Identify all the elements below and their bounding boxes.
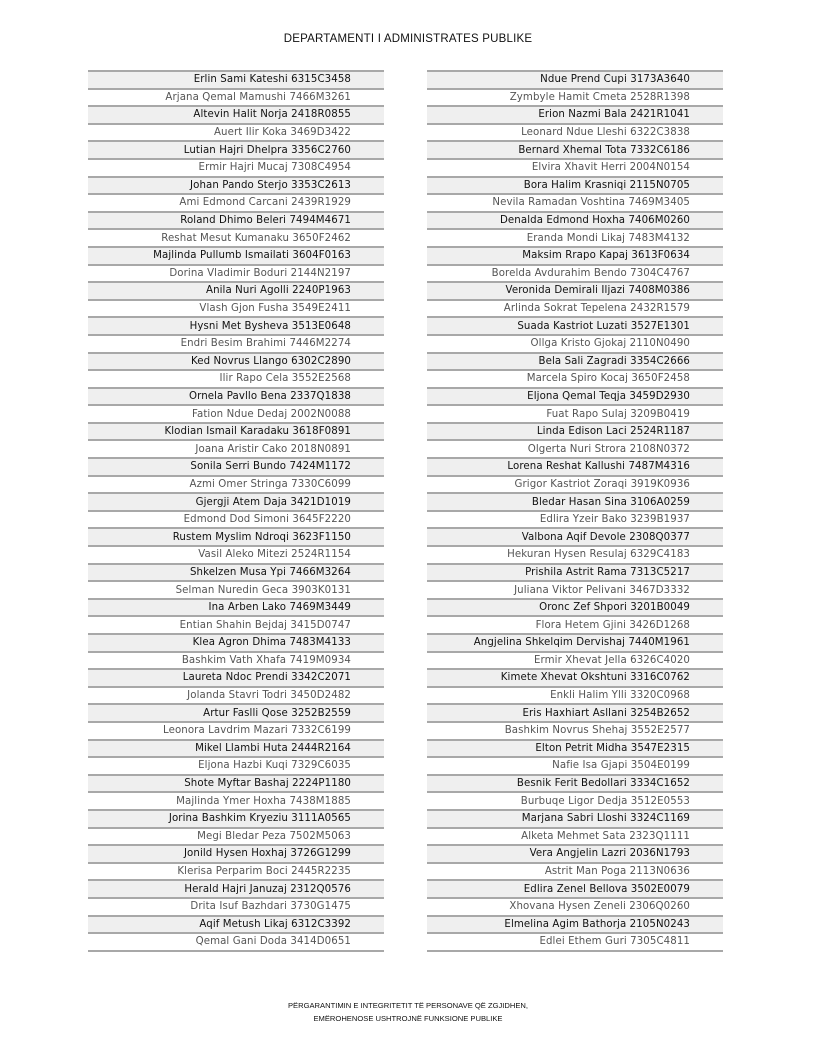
person-entry: Prishila Astrit Rama 7313C5217 [525, 566, 690, 578]
person-entry: Jorina Bashkim Kryeziu 3111A0565 [168, 813, 351, 825]
person-entry: Laureta Ndoc Prendi 3342C2071 [182, 672, 351, 684]
list-item [427, 176, 723, 194]
person-entry: Veronida Demirali Iljazi 7408M0386 [505, 285, 690, 297]
list-item [88, 563, 384, 581]
list-item [88, 879, 384, 897]
list-item [427, 897, 723, 915]
list-item [427, 527, 723, 545]
person-entry: Denalda Edmond Hoxha 7406M0260 [499, 215, 690, 227]
person-entry: Ermir Xhevat Jella 6326C4020 [533, 654, 690, 666]
person-entry: Borelda Avdurahim Bendo 7304C4767 [491, 267, 690, 279]
list-item [427, 457, 723, 475]
list-item [88, 668, 384, 686]
left-name-list [88, 70, 384, 952]
person-entry: Vera Angjelin Lazri 2036N1793 [529, 848, 690, 860]
person-entry: Astrit Man Poga 2113N0636 [544, 866, 690, 878]
list-item [88, 264, 384, 282]
list-item [427, 721, 723, 739]
person-entry: Arlinda Sokrat Tepelena 2432R1579 [503, 303, 690, 315]
list-item [88, 439, 384, 457]
list-item [427, 686, 723, 704]
list-item [88, 844, 384, 862]
list-item [88, 897, 384, 915]
list-item [88, 527, 384, 545]
list-item [88, 228, 384, 246]
person-entry: Klerisa Perparim Boci 2445R2235 [177, 866, 351, 878]
person-entry: Shkelzen Musa Ypi 7466M3264 [189, 566, 351, 578]
list-item [88, 862, 384, 880]
person-entry: Leonard Ndue Lleshi 6322C3838 [521, 127, 690, 139]
person-entry: Ermir Hajri Mucaj 7308C4954 [198, 162, 351, 174]
person-entry: Aqif Metush Likaj 6312C3392 [199, 918, 351, 930]
person-entry: Elton Petrit Midha 3547E2315 [535, 742, 690, 754]
list-item [427, 756, 723, 774]
person-entry: Zymbyle Hamit Cmeta 2528R1398 [509, 91, 690, 103]
person-entry: Eranda Mondi Likaj 7483M4132 [526, 232, 690, 244]
list-item [427, 140, 723, 158]
person-entry: Ami Edmond Carcani 2439R1929 [179, 197, 351, 209]
person-entry: Arjana Qemal Mamushi 7466M3261 [165, 91, 351, 103]
list-item [427, 545, 723, 563]
list-item [427, 475, 723, 493]
person-entry: Oronc Zef Shpori 3201B0049 [539, 602, 690, 614]
person-entry: Maksim Rrapo Kapaj 3613F0634 [522, 250, 690, 262]
list-item [427, 809, 723, 827]
person-entry: Nafie Isa Gjapi 3504E0199 [552, 760, 690, 772]
list-item [427, 791, 723, 809]
person-entry: Burbuqe Ligor Dedja 3512E0553 [520, 795, 690, 807]
person-entry: Ina Arben Lako 7469M3449 [208, 602, 351, 614]
person-entry: Lorena Reshat Kallushi 7487M4316 [507, 461, 690, 473]
person-entry: Vasil Aleko Mitezi 2524R1154 [198, 549, 351, 561]
list-item [427, 193, 723, 211]
person-entry: Eljona Qemal Teqja 3459D2930 [527, 390, 690, 402]
person-entry: Edlei Ethem Guri 7305C4811 [539, 936, 690, 948]
person-entry: Olgerta Nuri Strora 2108N0372 [527, 443, 690, 455]
person-entry: Eljona Hazbi Kuqi 7329C6035 [198, 760, 351, 772]
person-entry: Dorina Vladimir Boduri 2144N2197 [169, 267, 351, 279]
list-item [88, 70, 384, 88]
right-name-list [427, 70, 723, 952]
table-bottom-divider [88, 950, 384, 952]
list-item [88, 827, 384, 845]
list-item [88, 193, 384, 211]
person-entry: Marjana Sabri Lloshi 3324C1169 [521, 813, 690, 825]
list-item [427, 739, 723, 757]
footer-line-1: PËRGARANTIMIN E INTEGRITETIT TË PERSONAVE QË ZGJIDHEN, [287, 1001, 529, 1010]
list-item [427, 827, 723, 845]
list-item [427, 844, 723, 862]
list-item [88, 105, 384, 123]
list-item [88, 334, 384, 352]
person-entry: Jolanda Stavri Todri 3450D2482 [187, 690, 351, 702]
list-item [88, 422, 384, 440]
list-item [427, 316, 723, 334]
list-item [88, 580, 384, 598]
list-item [427, 158, 723, 176]
list-item [427, 264, 723, 282]
list-item [427, 123, 723, 141]
list-item [427, 862, 723, 880]
list-item [88, 404, 384, 422]
list-item [427, 633, 723, 651]
table-bottom-divider [427, 950, 723, 952]
person-entry: Endri Besim Brahimi 7446M2274 [180, 338, 351, 350]
list-item [88, 123, 384, 141]
person-entry: Johan Pando Sterjo 3353C2613 [190, 179, 351, 191]
person-entry: Sonila Serri Bundo 7424M1172 [190, 461, 351, 473]
person-entry: Megi Bledar Peza 7502M5063 [197, 830, 351, 842]
list-item [427, 352, 723, 370]
list-item [88, 387, 384, 405]
person-entry: Kimete Xhevat Okshtuni 3316C0762 [500, 672, 690, 684]
list-item [427, 299, 723, 317]
list-item [88, 158, 384, 176]
person-entry: Eris Haxhiart Asllani 3254B2652 [522, 707, 690, 719]
list-item [427, 404, 723, 422]
person-entry: Alketa Mehmet Sata 2323Q1111 [521, 830, 690, 842]
list-item [427, 563, 723, 581]
list-item [88, 211, 384, 229]
person-entry: Erlin Sami Kateshi 6315C3458 [193, 74, 351, 86]
list-item [88, 299, 384, 317]
list-item [88, 651, 384, 669]
list-item [88, 352, 384, 370]
list-item [88, 281, 384, 299]
person-entry: Lutian Hajri Dhelpra 3356C2760 [183, 144, 351, 156]
person-entry: Marcela Spiro Kocaj 3650F2458 [526, 373, 690, 385]
person-entry: Vlash Gjon Fusha 3549E2411 [199, 303, 351, 315]
list-item [88, 140, 384, 158]
person-entry: Flora Hetem Gjini 3426D1268 [535, 619, 690, 631]
page-title: DEPARTAMENTI I ADMINISTRATES PUBLIKE [283, 33, 533, 45]
list-item [88, 932, 384, 950]
person-entry: Fuat Rapo Sulaj 3209B0419 [546, 408, 690, 420]
person-entry: Juliana Viktor Pelivani 3467D3332 [514, 584, 690, 596]
person-entry: Nevila Ramadan Voshtina 7469M3405 [492, 197, 690, 209]
person-entry: Suada Kastriot Luzati 3527E1301 [517, 320, 690, 332]
person-entry: Valbona Aqif Devole 2308Q0377 [521, 531, 690, 543]
person-entry: Shote Myftar Bashaj 2224P1180 [184, 778, 351, 790]
page-footer [0, 999, 816, 1025]
person-entry: Edlira Yzeir Bako 3239B1937 [539, 514, 690, 526]
list-item [427, 369, 723, 387]
person-entry: Elmelina Agim Bathorja 2105N0243 [504, 918, 690, 930]
list-item [427, 246, 723, 264]
person-entry: Bela Sali Zagradi 3354C2666 [538, 355, 690, 367]
person-entry: Edlira Zenel Bellova 3502E0079 [523, 883, 690, 895]
person-entry: Klea Agron Dhima 7483M4133 [192, 637, 351, 649]
list-item [88, 545, 384, 563]
person-entry: Selman Nuredin Geca 3903K0131 [175, 584, 351, 596]
list-item [427, 651, 723, 669]
person-entry: Reshat Mesut Kumanaku 3650F2462 [161, 232, 351, 244]
person-entry: Entian Shahin Bejdaj 3415D0747 [179, 619, 351, 631]
person-entry: Roland Dhimo Beleri 7494M4671 [180, 215, 351, 227]
person-entry: Jonild Hysen Hoxhaj 3726G1299 [183, 848, 351, 860]
list-item [427, 510, 723, 528]
person-entry: Hekuran Hysen Resulaj 6329C4183 [507, 549, 690, 561]
person-entry: Ked Novrus Llango 6302C2890 [190, 355, 351, 367]
list-item [88, 915, 384, 933]
list-item [88, 791, 384, 809]
list-item [88, 774, 384, 792]
list-item [88, 809, 384, 827]
list-item [88, 615, 384, 633]
list-item [427, 668, 723, 686]
list-item [427, 598, 723, 616]
person-entry: Anila Nuri Agolli 2240P1963 [206, 285, 351, 297]
person-entry: Qemal Gani Doda 3414D0651 [195, 936, 351, 948]
list-item [427, 334, 723, 352]
list-item [88, 369, 384, 387]
person-entry: Bledar Hasan Sina 3106A0259 [531, 496, 690, 508]
list-item [427, 211, 723, 229]
list-item [427, 932, 723, 950]
person-entry: Majlinda Ymer Hoxha 7438M1885 [176, 795, 351, 807]
list-item [88, 756, 384, 774]
person-entry: Edmond Dod Simoni 3645F2220 [183, 514, 351, 526]
person-entry: Hysni Met Bysheva 3513E0648 [189, 320, 351, 332]
list-item [88, 598, 384, 616]
footer-line-2: EMËROHENOSE USHTROJNË FUNKSIONE PUBLIKE [313, 1014, 503, 1023]
person-entry: Bashkim Novrus Shehaj 3552E2577 [504, 725, 690, 737]
list-item [427, 492, 723, 510]
list-item [427, 88, 723, 106]
person-entry: Ilir Rapo Cela 3552E2568 [219, 373, 351, 385]
list-item [88, 88, 384, 106]
list-item [88, 316, 384, 334]
person-entry: Klodian Ismail Karadaku 3618F0891 [164, 426, 351, 438]
list-item [427, 774, 723, 792]
person-entry: Altevin Halit Norja 2418R0855 [193, 109, 351, 121]
person-entry: Rustem Myslim Ndroqi 3623F1150 [172, 531, 351, 543]
list-item [427, 70, 723, 88]
person-entry: Herald Hajri Januzaj 2312Q0576 [184, 883, 351, 895]
person-entry: Elvira Xhavit Herri 2004N0154 [531, 162, 690, 174]
list-item [88, 686, 384, 704]
person-entry: Leonora Lavdrim Mazari 7332C6199 [163, 725, 351, 737]
person-entry: Bashkim Vath Xhafa 7419M0934 [181, 654, 351, 666]
list-item [427, 439, 723, 457]
person-entry: Grigor Kastriot Zoraqi 3919K0936 [514, 478, 690, 490]
list-item [88, 457, 384, 475]
list-item [88, 475, 384, 493]
person-entry: Auert Ilir Koka 3469D3422 [213, 127, 351, 139]
list-item [427, 703, 723, 721]
list-item [427, 915, 723, 933]
person-entry: Enkli Halim Ylli 3320C0968 [550, 690, 690, 702]
person-entry: Besnik Ferit Bedollari 3334C1652 [516, 778, 690, 790]
list-item [427, 615, 723, 633]
person-entry: Ollga Kristo Gjokaj 2110N0490 [530, 338, 690, 350]
list-item [427, 387, 723, 405]
person-entry: Angjelina Shkelqim Dervishaj 7440M1961 [473, 637, 690, 649]
list-item [88, 246, 384, 264]
person-entry: Bora Halim Krasniqi 2115N0705 [523, 179, 690, 191]
list-item [88, 492, 384, 510]
person-entry: Artur Faslli Qose 3252B2559 [203, 707, 351, 719]
list-item [427, 228, 723, 246]
person-entry: Gjergji Atem Daja 3421D1019 [195, 496, 351, 508]
list-item [88, 510, 384, 528]
list-item [427, 281, 723, 299]
list-item [88, 176, 384, 194]
person-entry: Ndue Prend Cupi 3173A3640 [540, 74, 690, 86]
person-entry: Mikel Llambi Huta 2444R2164 [195, 742, 351, 754]
list-item [88, 739, 384, 757]
list-item [427, 422, 723, 440]
person-entry: Ornela Pavllo Bena 2337Q1838 [188, 390, 351, 402]
list-item [88, 633, 384, 651]
list-item [427, 580, 723, 598]
list-item [88, 703, 384, 721]
list-item [88, 721, 384, 739]
person-entry: Joana Aristir Cako 2018N0891 [195, 443, 351, 455]
person-entry: Drita Isuf Bazhdari 3730G1475 [190, 901, 351, 913]
person-entry: Xhovana Hysen Zeneli 2306Q0260 [509, 901, 690, 913]
list-item [427, 879, 723, 897]
person-entry: Erion Nazmi Bala 2421R1041 [538, 109, 690, 121]
list-item [427, 105, 723, 123]
person-entry: Linda Edison Laci 2524R1187 [536, 426, 690, 438]
person-entry: Majlinda Pullumb Ismailati 3604F0163 [153, 250, 351, 262]
person-entry: Fation Ndue Dedaj 2002N0088 [191, 408, 351, 420]
person-entry: Azmi Omer Stringa 7330C6099 [189, 478, 351, 490]
person-entry: Bernard Xhemal Tota 7332C6186 [518, 144, 690, 156]
